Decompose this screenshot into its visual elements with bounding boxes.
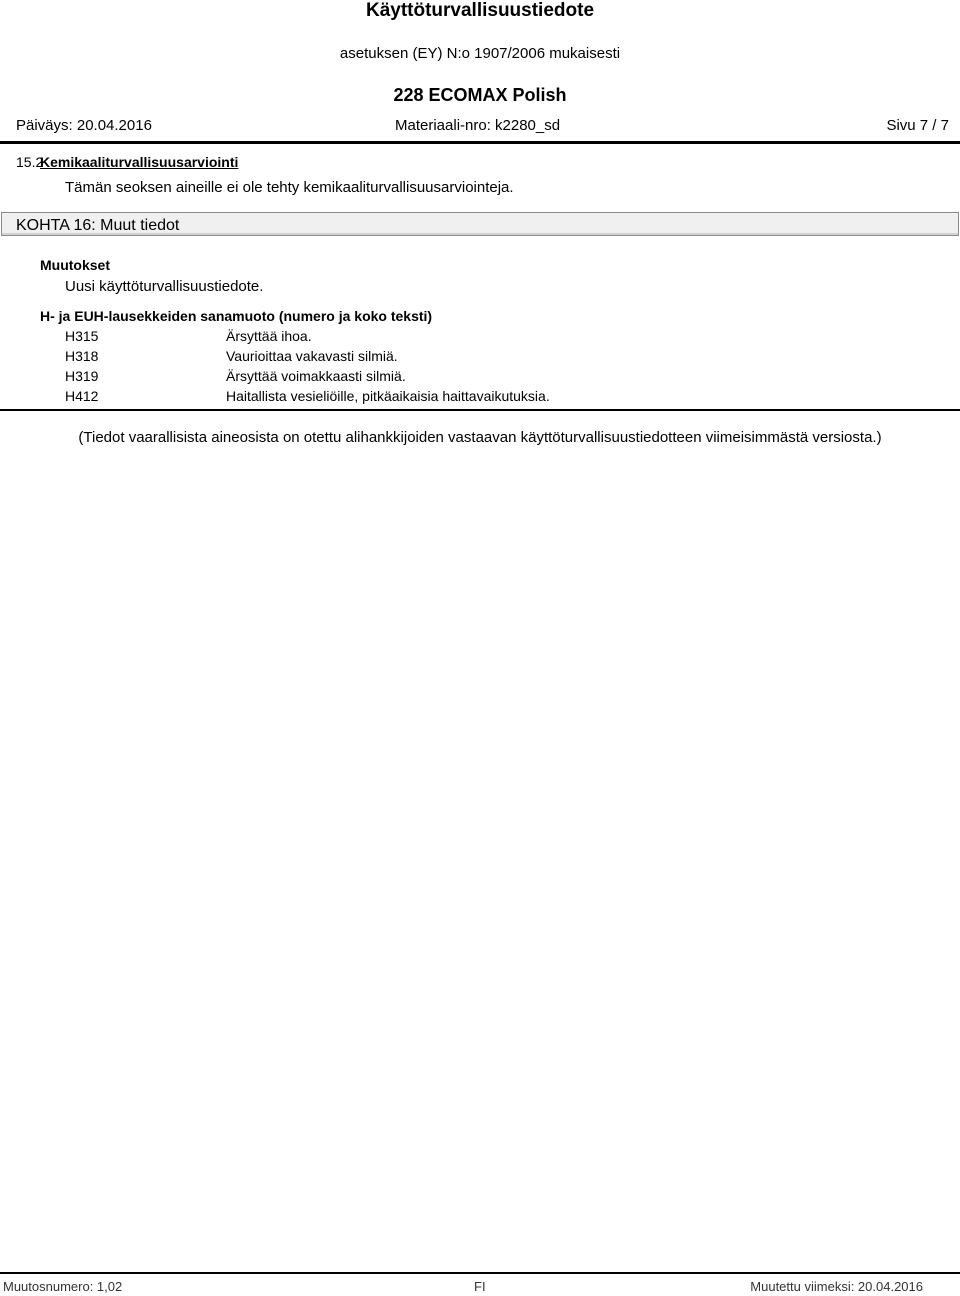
- regulation-subtitle: asetuksen (EY) N:o 1907/2006 mukaisesti: [339, 45, 621, 62]
- material-number: Materiaali-nro: k2280_sd: [395, 117, 561, 134]
- h-phrase-code: H319: [65, 368, 99, 384]
- section-16-title: KOHTA 16: Muut tiedot: [16, 217, 180, 234]
- changes-label: Muutokset: [40, 257, 110, 273]
- h-phrase-code: H412: [65, 388, 99, 404]
- revision-number: Muutosnumero: 1,02: [3, 1279, 123, 1294]
- h-phrase-code: H315: [65, 328, 99, 344]
- subsection-title: Kemikaaliturvallisuusarviointi: [40, 154, 239, 170]
- h-phrase-text: Ärsyttää ihoa.: [226, 328, 312, 344]
- h-phrase-text: Ärsyttää voimakkaasti silmiä.: [226, 368, 406, 384]
- product-name: 228 ECOMAX Polish: [393, 85, 567, 105]
- document-title: Käyttöturvallisuustiedote: [365, 0, 595, 21]
- subsection-number: 15.2: [16, 154, 44, 170]
- h-phrase-text: Vaurioittaa vakavasti silmiä.: [226, 348, 398, 364]
- source-note: (Tiedot vaarallisista aineosista on otettu alihankkijoiden vastaavan käyttöturvallisuustiedotteen viimeisimmästä versiosta.): [78, 429, 882, 446]
- last-modified: Muutettu viimeksi: 20.04.2016: [750, 1279, 923, 1294]
- issue-date: Päiväys: 20.04.2016: [16, 117, 152, 134]
- h-phrase-code: H318: [65, 348, 99, 364]
- header-divider: [0, 141, 960, 144]
- section-divider: [0, 409, 960, 411]
- page-number: Sivu 7 / 7: [886, 117, 949, 134]
- h-phrase-text: Haitallista vesieliöille, pitkäaikaisia haittavaikutuksia.: [226, 388, 550, 404]
- subsection-text: Tämän seoksen aineille ei ole tehty kemikaaliturvallisuusarviointeja.: [65, 179, 514, 196]
- changes-text: Uusi käyttöturvallisuustiedote.: [65, 278, 264, 295]
- footer-divider: [0, 1272, 960, 1274]
- h-phrases-label: H- ja EUH-lausekkeiden sanamuoto (numero ja koko teksti): [40, 308, 433, 324]
- language-code: FI: [474, 1279, 486, 1294]
